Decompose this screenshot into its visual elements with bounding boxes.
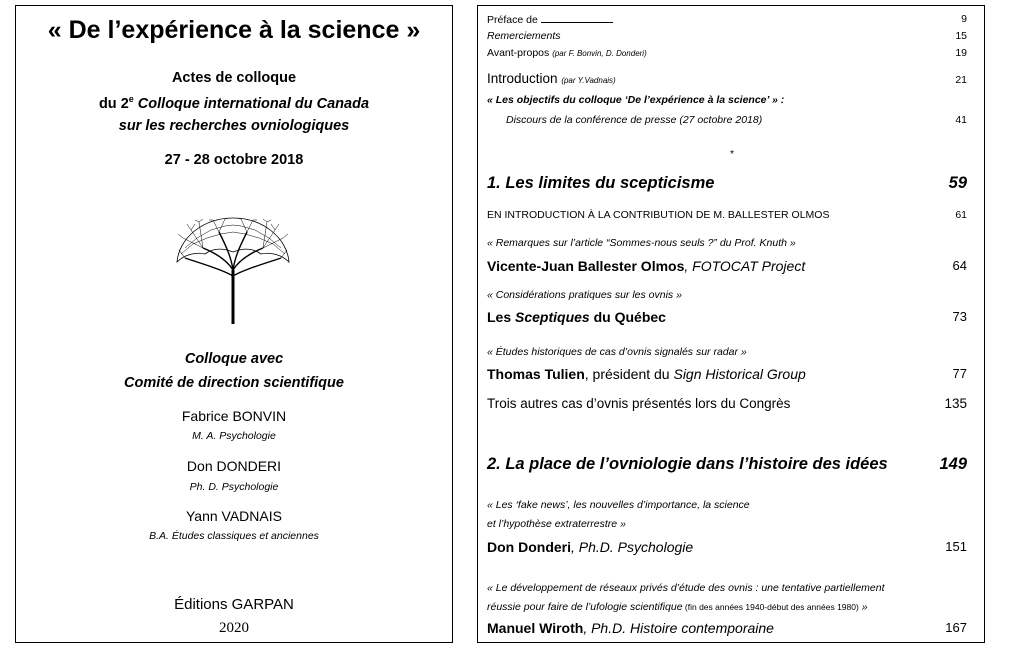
- committee-line2: Comité de direction scientifique: [124, 375, 344, 391]
- section-1-heading: [487, 174, 977, 193]
- toc-entry-avant-propos: [487, 47, 977, 59]
- toc-entry-remerciements: [487, 30, 977, 42]
- member-degree: M. A. Psychologie: [192, 430, 276, 442]
- colloquium-prefix: du 2: [98, 95, 129, 112]
- ordinal-sup: e: [128, 94, 134, 104]
- toc-author-entry: [487, 309, 977, 325]
- colloquium-subject: sur les recherches ovniologiques: [118, 118, 350, 134]
- toc-entry-intro-contrib: [487, 209, 977, 221]
- page-number: 167: [945, 620, 967, 635]
- page-number: 61: [955, 209, 967, 221]
- author-name: Manuel Wiroth: [487, 620, 584, 636]
- author-affiliation: , Ph.D. Histoire contemporaine: [583, 620, 774, 636]
- member-degree: B.A. Études classiques et anciennes: [149, 530, 319, 542]
- entry-label: EN INTRODUCTION À LA CONTRIBUTION DE M. BALLESTER OLMOS: [487, 209, 830, 221]
- page-number: 151: [945, 539, 967, 554]
- author-name-prefix: Les: [487, 309, 516, 325]
- author-name: Vicente-Juan Ballester Olmos: [487, 258, 685, 274]
- member-name: Don DONDERI: [186, 458, 282, 474]
- blank-line: [541, 13, 613, 23]
- publisher: Éditions GARPAN: [174, 596, 294, 613]
- entry-label: Discours de la conférence de presse (27 octobre 2018): [506, 114, 763, 126]
- page-number: 15: [955, 30, 967, 42]
- colloquium-line: [16, 94, 452, 112]
- toc-author-entry: [487, 366, 977, 382]
- colloquium-dates: 27 - 28 octobre 2018: [164, 152, 304, 168]
- entry-note: (par Y.Vadnais): [561, 76, 616, 85]
- page-number: 64: [952, 258, 967, 273]
- toc-article-title: « Considérations pratiques sur les ovnis »: [487, 289, 682, 301]
- page-number: 59: [948, 174, 967, 192]
- section-title: 1. Les limites du scepticisme: [487, 174, 715, 192]
- publication-year: 2020: [219, 620, 249, 636]
- page-number: 19: [955, 47, 967, 59]
- page-number: 135: [944, 396, 967, 411]
- member-name: Yann VADNAIS: [186, 508, 282, 524]
- toc-article-title: « Remarques sur l’article “Sommes-nous seuls ?” du Prof. Knuth »: [487, 237, 796, 249]
- page-number: 41: [955, 114, 967, 126]
- toc-article-title-cont: et l’hypothèse extraterrestre »: [487, 518, 626, 530]
- toc-entry-trois: [487, 396, 977, 411]
- section-2-heading: [487, 455, 977, 474]
- toc-entry-introduction: [487, 71, 977, 86]
- tree-logo: [173, 208, 293, 324]
- cover-page: [15, 5, 453, 643]
- page-number: 149: [939, 455, 967, 473]
- colloquium-name: Colloque international du Canada: [133, 95, 370, 112]
- toc-entry-discours: [506, 114, 977, 126]
- closing-quote: »: [858, 601, 868, 613]
- acts-label: Actes de colloque: [171, 70, 297, 86]
- entry-note: (par F. Bonvin, D. Donderi): [552, 49, 647, 58]
- page-number: 21: [955, 74, 967, 86]
- author-affiliation: Sign Historical Group: [673, 366, 806, 382]
- toc-author-entry: [487, 258, 977, 274]
- author-name: Sceptiques: [515, 309, 590, 325]
- entry-label: Remerciements: [487, 30, 561, 42]
- article-date-note: (fin des années 1940-début des années 1980): [682, 602, 859, 612]
- entry-label: Avant-propos: [487, 47, 550, 59]
- author-name: Don Donderi: [487, 539, 571, 555]
- toc-entry-preface: [487, 13, 977, 26]
- book-title: « De l’expérience à la science »: [47, 16, 421, 44]
- member-degree: Ph. D. Psychologie: [189, 481, 279, 493]
- page-number: 9: [961, 13, 967, 25]
- toc-article-title: « Les ‘fake news’, les nouvelles d’importance, la science: [487, 499, 750, 511]
- entry-label: Trois autres cas d’ovnis présentés lors du Congrès: [487, 396, 791, 411]
- toc-article-title: « Le développement de réseaux privés d’étude des ovnis : une tentative partiellement: [487, 582, 885, 594]
- article-title-part: réussie pour faire de l’ufologie scientifique: [487, 601, 683, 613]
- toc-author-entry: [487, 539, 977, 555]
- author-role: , président du: [584, 366, 674, 382]
- toc-article-title: « Études historiques de cas d’ovnis signalés sur radar »: [487, 346, 747, 358]
- section-title: 2. La place de l’ovniologie dans l’histoire des idées: [487, 455, 888, 473]
- separator-star: *: [729, 148, 735, 160]
- preface-label: Préface de: [487, 14, 538, 26]
- page-number: 73: [952, 309, 967, 324]
- toc-article-title-cont: [487, 601, 977, 613]
- author-name-suffix: du Québec: [589, 309, 666, 325]
- toc-page: [477, 5, 985, 643]
- author-affiliation: , FOTOCAT Project: [684, 258, 806, 274]
- author-name: Thomas Tulien: [487, 366, 585, 382]
- toc-objectifs: « Les objectifs du colloque ‘De l’expérience à la science’ » :: [487, 94, 785, 106]
- author-affiliation: , Ph.D. Psychologie: [571, 539, 694, 555]
- member-name: Fabrice BONVIN: [181, 408, 287, 424]
- page-number: 77: [952, 366, 967, 381]
- toc-author-entry: [487, 620, 977, 636]
- entry-label: Introduction: [487, 71, 558, 86]
- committee-line1: Colloque avec: [184, 351, 284, 367]
